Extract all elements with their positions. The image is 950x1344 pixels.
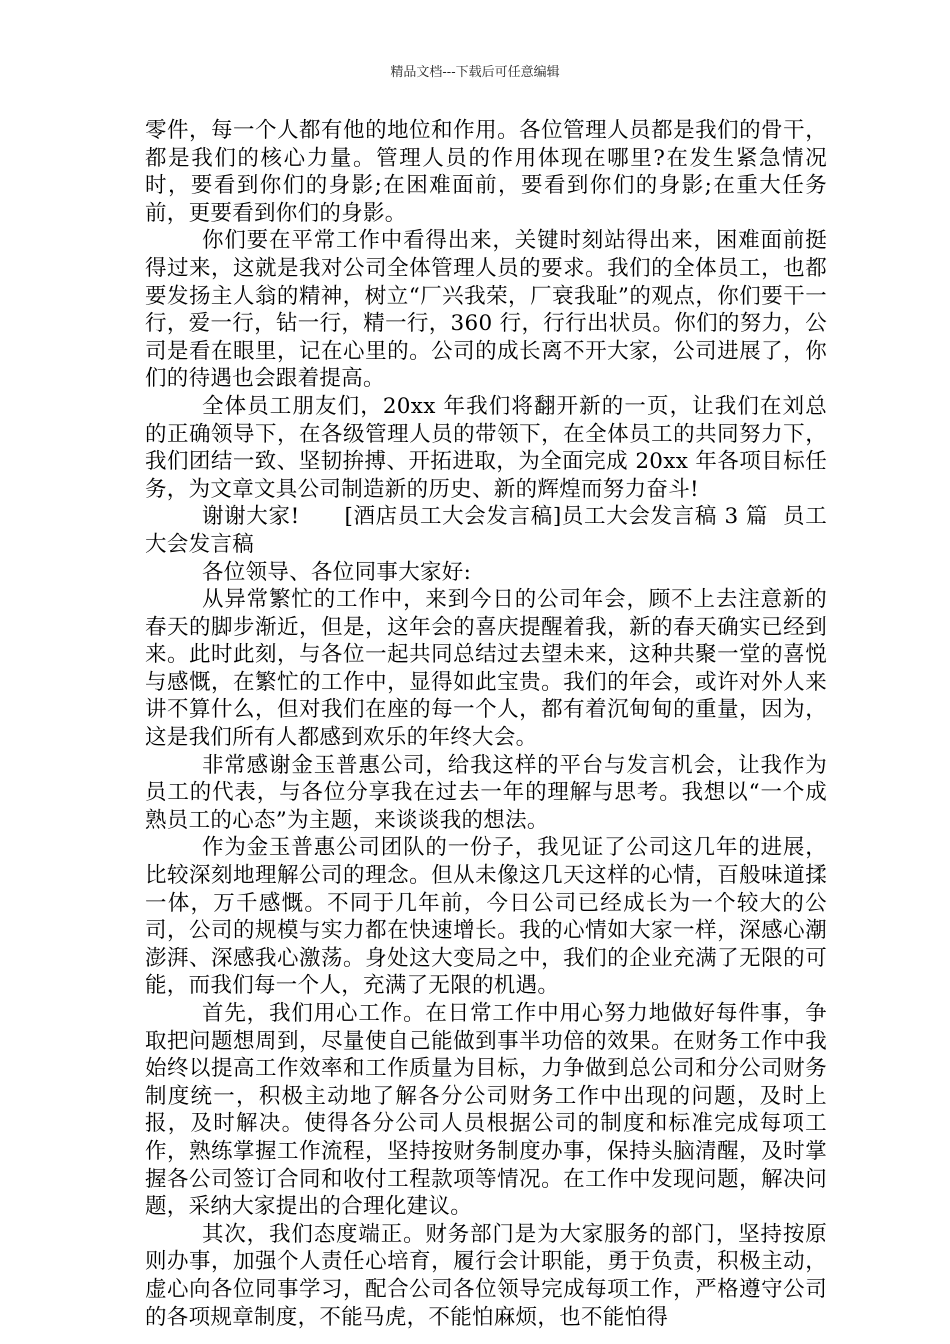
paragraph-3: 全体员工朋友们，20xx 年我们将翻开新的一页，让我们在刘总的正确领导下，在各级管理人员的带领下，在全体员工的共同努力下，我们团结一致、坚韧拚搏、开拓进取，为全面完成 20xx 年各项目标任务，为文章文具公司制造新的历史、新的辉煌而努力奋斗! [145, 393, 827, 502]
paragraph-2: 你们要在平常工作中看得出来，关键时刻站得出来，困难面前挺得过来，这就是我对公司全体管理人员的要求。我们的全体员工，也都要发扬主人翁的精神，树立“厂兴我荣，厂衰我耻”的观点，你们要干一行，爱一行，钻一行，精一行，360 行，行行出状员。你们的努力，公司是看在眼里，记在心里的。公司的成长离不开大家，公司进展了，你们的待遇也会跟着提高。 [145, 228, 827, 392]
paragraph-8: 作为金玉普惠公司团队的一份子，我见证了公司这几年的进展，比较深刻地理解公司的理念。但从未像这几天这样的心情，百般味道揉一体，万千感慨。不同于几年前，今日公司已经成长为一个较大的公司，公司的规模与实力都在快速增长。我的心情如大家一样，深感心潮澎湃、深感我心激荡。身处这大变局之中，我们的企业充满了无限的可能，而我们每一个人，充满了无限的机遇。 [145, 835, 827, 999]
paragraph-9: 首先，我们用心工作。在日常工作中用心努力地做好每件事，争取把问题想周到，尽量使自己能做到事半功倍的效果。在财务工作中我始终以提高工作效率和工作质量为目标，力争做到总公司和分公司财务制度统一，积极主动地了解各分公司财务工作中出现的问题，及时上报，及时解决。使得各分公司人员根据公司的制度和标准完成每项工作，熟练掌握工作流程，坚持按财务制度办事，保持头脑清醒，及时掌握各公司签订合同和收付工程款项等情况。在工作中发现问题，解决问题，采纳大家提出的合理化建议。 [145, 1001, 827, 1220]
document-body [145, 117, 827, 1331]
paragraph-1: 零件，每一个人都有他的地位和作用。各位管理人员都是我们的骨干，都是我们的核心力量。管理人员的作用体现在哪里?在发生紧急情况时，要看到你们的身影;在困难面前，要看到你们的身影;在重大任务前，更要看到你们的身影。 [145, 118, 827, 226]
paragraph-4: 谢谢大家! [酒店员工大会发言稿]员工大会发言稿 3 篇 员工大会发言稿 [145, 504, 827, 557]
paragraph-5: 各位领导、各位同事大家好: [202, 559, 472, 585]
paragraph-6: 从异常繁忙的工作中，来到今日的公司年会，顾不上去注意新的春天的脚步渐近，但是，这年会的喜庆提醒着我，新的春天确实已经到来。此时此刻，与各位一起共同总结过去望未来，这种共聚一堂的喜悦与感慨，在繁忙的工作中，显得如此宝贵。我们的年会，或许对外人来讲不算什么，但对我们在座的每一个人，都有着沉甸甸的重量，因为，这是我们所有人都感到欢乐的年终大会。 [145, 587, 827, 751]
paragraph-10: 其次，我们态度端正。财务部门是为大家服务的部门，坚持按原则办事，加强个人责任心培育，履行会计职能，勇于负责，积极主动，虚心向各位同事学习，配合公司各位领导完成每项工作，严格遵守公司的各项规章制度，不能马虎，不能怕麻烦，也不能怕得 [145, 1221, 827, 1330]
page-header: 精品文档---下载后可任意编辑 [390, 65, 560, 80]
paragraph-7: 非常感谢金玉普惠公司，给我这样的平台与发言机会，让我作为员工的代表，与各位分享我在过去一年的理解与思考。我想以“一个成熟员工的心态”为主题，来谈谈我的想法。 [145, 752, 827, 833]
